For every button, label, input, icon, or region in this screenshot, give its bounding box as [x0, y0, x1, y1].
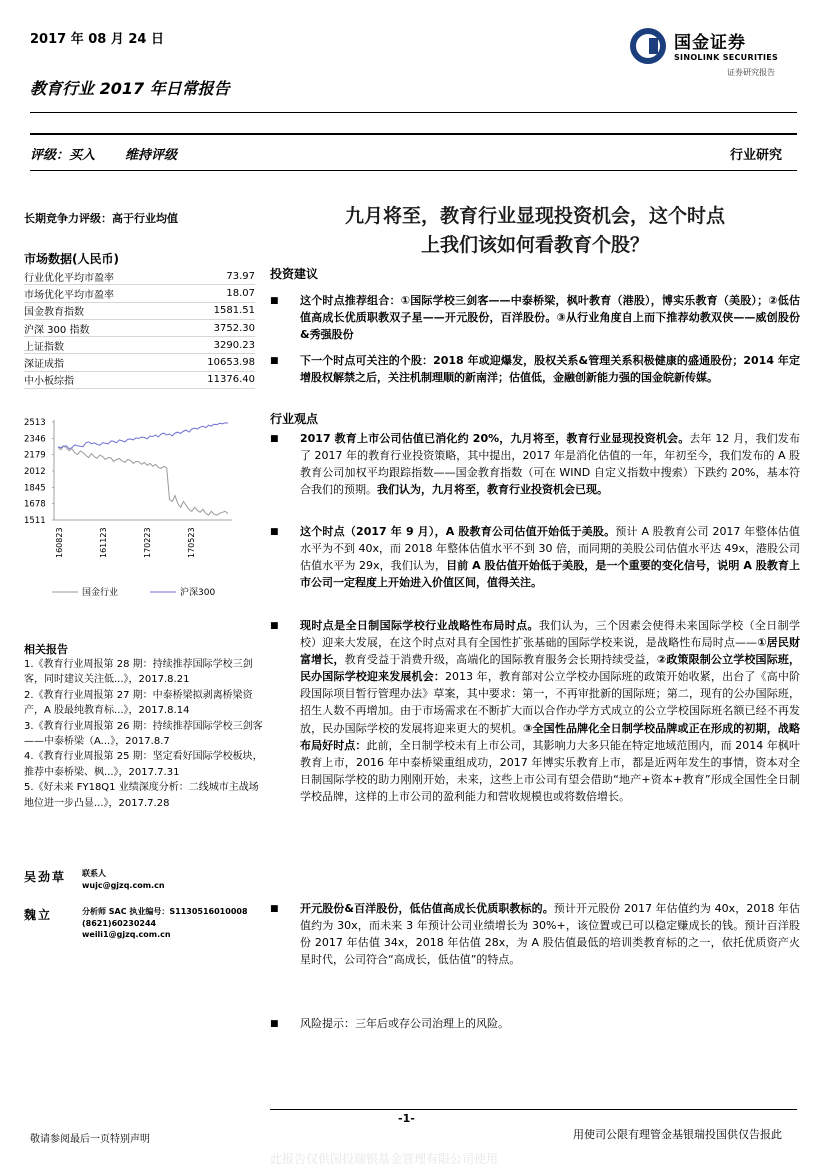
- x-tick-label: 161123: [99, 527, 108, 558]
- invest-bullet-1: [270, 292, 800, 343]
- series-line-industry: [58, 446, 228, 515]
- bullet-normal: 去年 12 月，我们发布了 2017 年的教育行业投资策略，其中提出，2017 年是消化估值的一年，年初至今，我们发布的 A 股教育公司加权平均跟踪指数——国金教育指数（可在 WIND 自定义指数中搜索）下跌约 20%，基本符合我们的预期。: [300, 432, 800, 497]
- analyst-phone: (8621)60230244: [82, 918, 157, 928]
- view-bullet-4: [270, 900, 800, 968]
- y-tick-label: 1845: [24, 483, 46, 494]
- analyst-info: [82, 868, 165, 891]
- headline-line-1: 九月将至，教育行业显现投资机会，这个时点: [344, 205, 725, 227]
- market-label: 行业优化平均市盈率: [24, 272, 114, 284]
- market-value: 73.97: [226, 270, 255, 282]
- rating-value: 评级：买入: [30, 148, 96, 163]
- legend-label-hs300: 沪深300: [180, 588, 216, 598]
- index-chart-svg: [22, 412, 260, 612]
- bullet-text: [300, 523, 800, 591]
- market-label: 国金教育指数: [24, 307, 84, 319]
- bullet-square-icon: ■: [270, 296, 279, 306]
- market-value: 10653.98: [207, 357, 255, 369]
- company-logo: [630, 26, 790, 78]
- market-label: 中小板综指: [24, 376, 74, 388]
- logo-subtitle: 证券研究报告: [727, 68, 775, 77]
- bullet-normal: 教育受益于消费升级，高端化的国际教育服务会长期持续受益，: [344, 653, 657, 667]
- bullet-text: [300, 900, 800, 968]
- footer-usage-note: 用使司公限有理管金基银瑞投国供仅告报此: [573, 1128, 782, 1141]
- report-series-title: 教育行业 2017 年日常报告: [30, 79, 230, 98]
- market-label: 深证成指: [24, 359, 64, 371]
- index-chart: [22, 412, 260, 612]
- bullet-bold: 开元股份&百洋股份，低估值高成长优质职教标的。: [300, 902, 554, 915]
- bullet-square-icon: ■: [270, 621, 279, 631]
- bullet-square-icon: ■: [270, 1019, 279, 1029]
- view-bullet-2: [270, 523, 800, 591]
- x-tick-label: 160823: [55, 527, 64, 558]
- market-value: 18.07: [226, 287, 255, 299]
- bullet-text: [300, 430, 800, 498]
- view-bullet-3: [270, 617, 800, 805]
- related-report-link[interactable]: 3.《教育行业周报第 26 期：持续推荐国际学校三剑客——中泰桥梁（A...》，2017.8.7: [24, 720, 263, 748]
- market-row: [24, 285, 255, 302]
- bullet-bold: 目前 A 股估值开始低于美股，是一个重要的变化信号，说明 A 股教育上市公司一定程度上开始进入价值区间，值得关注。: [300, 559, 800, 590]
- bullet-square-icon: ■: [270, 904, 279, 914]
- report-date: 2017 年 08 月 24 日: [30, 32, 164, 47]
- invest-bullet-2: [270, 352, 800, 386]
- related-reports-title: 相关报告: [24, 643, 68, 656]
- y-tick-label: 1511: [24, 516, 46, 526]
- bullet-normal: 我们认为，三个因素会使得未来国际学校（全日制学校）迎来大发展，在这个时点对具有全国性扩张基础的国际学校来说，是战略性布局时点——: [300, 619, 800, 650]
- bullet-bold: ③全国性品牌化全日制学校品牌或正在形成的初期，战略布局好时点：: [300, 721, 801, 752]
- related-report-link[interactable]: 4.《教育行业周报第 25 期：坚定看好国际学校板块，推荐中泰桥梁、枫...》，2017.7.31: [24, 751, 263, 778]
- related-report-link[interactable]: 1.《教育行业周报第 28 期：持续推荐国际学校三剑客，同时建议关注低...》，2017.8.21: [24, 659, 253, 686]
- analyst-name: 魏立: [24, 908, 53, 922]
- bullet-square-icon: ■: [270, 434, 279, 444]
- analyst-role: 分析师 SAC 执业编号：S1130516010008: [82, 907, 248, 916]
- market-value: 11376.40: [207, 374, 255, 386]
- y-tick-label: 2179: [24, 450, 46, 461]
- y-tick-label: 2346: [24, 434, 46, 445]
- market-row: [24, 337, 255, 354]
- logo-name-en: SINOLINK SECURITIES: [674, 53, 779, 62]
- bullet-normal: 预计 A 股教育公司 2017 年整体估值水平为不到 40x，而 2018 年整体估值水平不到 30 倍，而同期的美股公司估值水平达 49x，港股公司估值水平为 29x，我们认为，: [300, 525, 800, 573]
- rating-maintain: 维持评级: [125, 148, 178, 163]
- long-term-rating: 长期竞争力评级：高于行业均值: [24, 212, 178, 225]
- market-data-title: 市场数据(人民币): [24, 252, 119, 266]
- legend-label-industry: 国金行业: [82, 588, 119, 598]
- related-reports-list: [24, 657, 264, 811]
- view-bullet-1: [270, 430, 800, 498]
- bullet-bold: ①居民财富增长，: [300, 636, 800, 667]
- series-line-hs300: [58, 423, 228, 449]
- footer-disclaimer: 敬请参阅最后一页特别声明: [30, 1134, 150, 1145]
- headline-line-2: 上我们该如何看教育个股？: [420, 234, 649, 256]
- analyst-name: 吴劲草: [24, 870, 67, 884]
- y-tick-label: 2513: [24, 418, 46, 428]
- page-number: -1-: [398, 1112, 415, 1125]
- market-row: [24, 372, 255, 389]
- market-label: 上证指数: [24, 341, 64, 353]
- x-tick-label: 170523: [187, 527, 196, 558]
- market-row: [24, 320, 255, 337]
- rating: [30, 144, 177, 163]
- risk-bullet: [270, 1015, 800, 1032]
- market-row: [24, 354, 255, 371]
- risk-text: 风险提示：三年后或存公司治理上的风险。: [300, 1017, 509, 1030]
- bullet-bold: 这个时点（2017 年 9 月），A 股教育公司估值开始低于美股。: [300, 525, 616, 538]
- bullet-text: 这个时点推荐组合：①国际学校三剑客——中泰桥梁，枫叶教育（港股），博实乐教育（美股）；②低估值高成长优质职教双子星——开元股份，百洋股份。③从行业角度自上而下推荐幼教双侠——威创股份&秀强股份: [300, 294, 800, 342]
- analyst-email[interactable]: weili1@gjzq.com.cn: [82, 930, 171, 939]
- analyst-info: [82, 906, 248, 941]
- related-report-link[interactable]: 5.《好未来 FY18Q1 业绩深度分析：二线城市主战场地位进一步凸显...》，2017.7.28: [24, 782, 259, 809]
- bullet-text: 下一个时点可关注的个股：2018 年或迎爆发，股权关系&管理关系积极健康的盛通股份；2014 年定增股权解禁之后，关注机制理顺的新南洋；估值低，金融创新能力强的国金皖新传媒。: [300, 354, 800, 385]
- analyst-role: 联系人: [82, 869, 106, 878]
- market-value: 3290.23: [213, 339, 255, 351]
- logo-name-cn: 国金证券: [674, 33, 746, 53]
- market-value: 3752.30: [213, 322, 255, 334]
- market-label: 市场优化平均市盈率: [24, 289, 114, 301]
- bullet-normal: 此前，全日制学校未有上市公司，其影响力大多只能在特定地域范围内，而 2014 年枫叶教育上市，2016 年中泰桥梁重组成功，2017 年博实乐教育上市，都是近两年发生的事情，资本对全日制国际学校的助力刚刚开始，未来，这些上市公司有望会借助“地产+资本+教育”形成全国性全日制学校品牌，这样的上市公司的盈利能力和营收规模也或将数倍增长。: [300, 738, 800, 803]
- bullet-bold: 现时点是全日制国际学校行业战略性布局时点。: [300, 619, 539, 632]
- header-divider-thick: [30, 133, 797, 135]
- y-tick-label: 1678: [24, 499, 46, 510]
- watermark: 此报告仅供国投瑞银基金管理有限公司使用: [270, 1152, 499, 1166]
- market-value: 1581.51: [213, 305, 255, 317]
- bullet-text: [300, 617, 800, 805]
- market-data-table: [24, 268, 255, 389]
- market-row: [24, 268, 255, 285]
- x-tick-label: 170223: [143, 527, 152, 558]
- bullet-normal: 2013 年，教育部对公立学校办国际班的政策开始收紧，出台了《高中阶段国际项目暂行管理办法》草案，其中要求：第一，不再审批新的国际班；第二，现有的公办国际班，招生人数不再增加。由于市场需求在不断扩大而以合作办学方式成立的公立学校国际班名额已经不再发放，民办国际学校的发展将迎来更大的契机。: [300, 670, 800, 735]
- headline: [270, 202, 800, 260]
- bullet-bold: 我们认为，九月将至，教育行业投资机会已现。: [377, 483, 608, 497]
- y-tick-label: 2012: [24, 467, 46, 477]
- bullet-normal: 预计开元股份 2017 年估值约为 40x，2018 年估值约为 30x，而未来 3 年预计公司业绩增长为 30%+，该位置或已可以稳定赚成长的钱。预计百洋股份 2017 年估值 34x，2018 年估值 28x，为 A 股估值最低的培训类教育标的之一，依托优质资产火星时代，公司符合“高成长，低估值”的特点。: [300, 902, 800, 967]
- market-row: [24, 303, 255, 320]
- section-investment: 投资建议: [270, 267, 319, 281]
- section-industry-view: 行业观点: [270, 412, 319, 426]
- bullet-square-icon: ■: [270, 356, 279, 366]
- bullet-bold: ②政策限制公立学校国际班，民办国际学校迎来发展机会：: [300, 653, 800, 684]
- bullet-bold: 2017 教育上市公司估值已消化约 20%，九月将至，教育行业显现投资机会。: [300, 432, 690, 445]
- rating-divider: [30, 170, 797, 171]
- analyst-email[interactable]: wujc@gjzq.com.cn: [82, 880, 165, 890]
- related-report-link[interactable]: 2.《教育行业周报第 27 期：中泰桥梁拟剥离桥梁资产，A 股最纯教育标...》，2017.8.14: [24, 689, 253, 717]
- market-label: 沪深 300 指数: [24, 324, 90, 336]
- report-type: 行业研究: [729, 148, 782, 163]
- footer-divider: [270, 1109, 797, 1110]
- bullet-square-icon: ■: [270, 527, 279, 537]
- header-divider: [30, 112, 797, 113]
- logo-mark-icon: [630, 28, 666, 64]
